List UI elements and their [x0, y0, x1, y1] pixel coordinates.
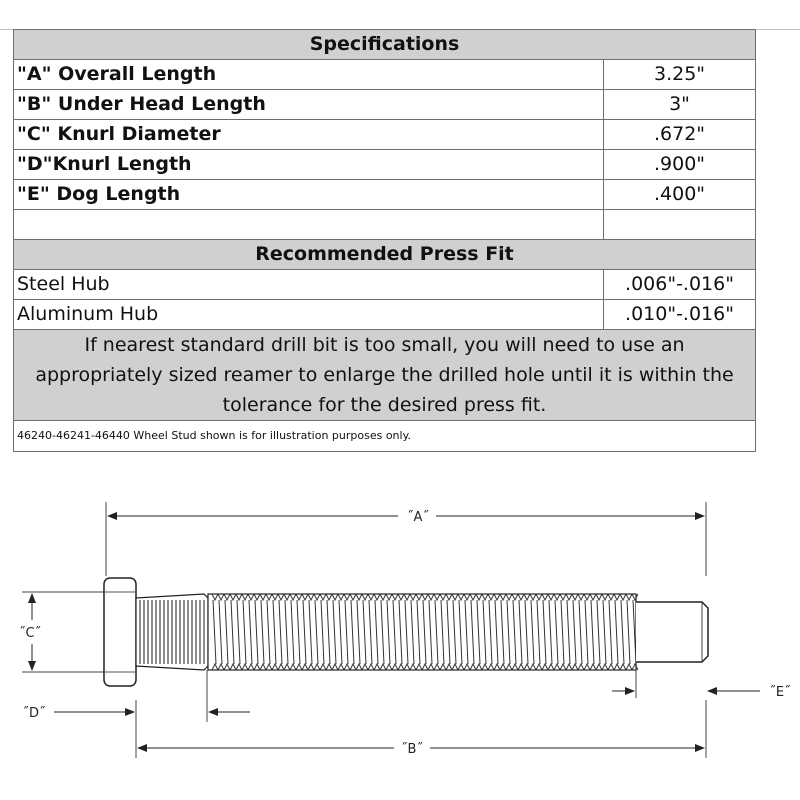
spec-value: .672" — [604, 120, 756, 150]
wheel-stud-drawing — [0, 480, 800, 780]
spec-row — [14, 120, 756, 150]
footnote: 46240-46241-46440 Wheel Stud shown is for illustration purposes only. — [14, 421, 756, 452]
stud-dog-point — [636, 602, 708, 662]
dimension-label-a: ˝A˝ — [407, 510, 429, 525]
press-fit-note: If nearest standard drill bit is too small, you will need to use an appropriately sized reamer to enlarge the drilled hole until it is within the tolerance for the desired press fit. — [14, 330, 756, 421]
press-fit-title: Recommended Press Fit — [14, 240, 756, 270]
spec-value: .400" — [604, 180, 756, 210]
spec-value: 3.25" — [604, 60, 756, 90]
dimension-label-b: ˝B˝ — [401, 742, 423, 757]
specifications-table — [13, 29, 756, 452]
spec-row — [14, 90, 756, 120]
press-fit-header-row — [14, 240, 756, 270]
spec-row — [14, 150, 756, 180]
spec-label: "B" Under Head Length — [14, 90, 604, 120]
spec-value: 3" — [604, 90, 756, 120]
dimension-label-e: ˝E˝ — [769, 685, 791, 700]
spec-label: "A" Overall Length — [14, 60, 604, 90]
press-fit-value: .006"-.016" — [604, 270, 756, 300]
dimension-label-c: ˝C˝ — [18, 626, 42, 641]
dimension-label-d: ˝D˝ — [22, 706, 46, 721]
spec-value: .900" — [604, 150, 756, 180]
press-fit-row — [14, 270, 756, 300]
empty-cell — [14, 210, 604, 240]
press-fit-value: .010"-.016" — [604, 300, 756, 330]
press-fit-label: Aluminum Hub — [14, 300, 604, 330]
spec-row — [14, 180, 756, 210]
press-fit-label: Steel Hub — [14, 270, 604, 300]
spec-label: "C" Knurl Diameter — [14, 120, 604, 150]
empty-row — [14, 210, 756, 240]
footnote-row — [14, 421, 756, 452]
press-fit-note-row — [14, 330, 756, 421]
spec-row — [14, 60, 756, 90]
stud-thread — [208, 594, 636, 670]
press-fit-row — [14, 300, 756, 330]
empty-cell — [604, 210, 756, 240]
spec-label: "D"Knurl Length — [14, 150, 604, 180]
spec-label: "E" Dog Length — [14, 180, 604, 210]
specifications-header-row — [14, 30, 756, 60]
specifications-title: Specifications — [14, 30, 756, 60]
stud-head — [104, 578, 136, 686]
